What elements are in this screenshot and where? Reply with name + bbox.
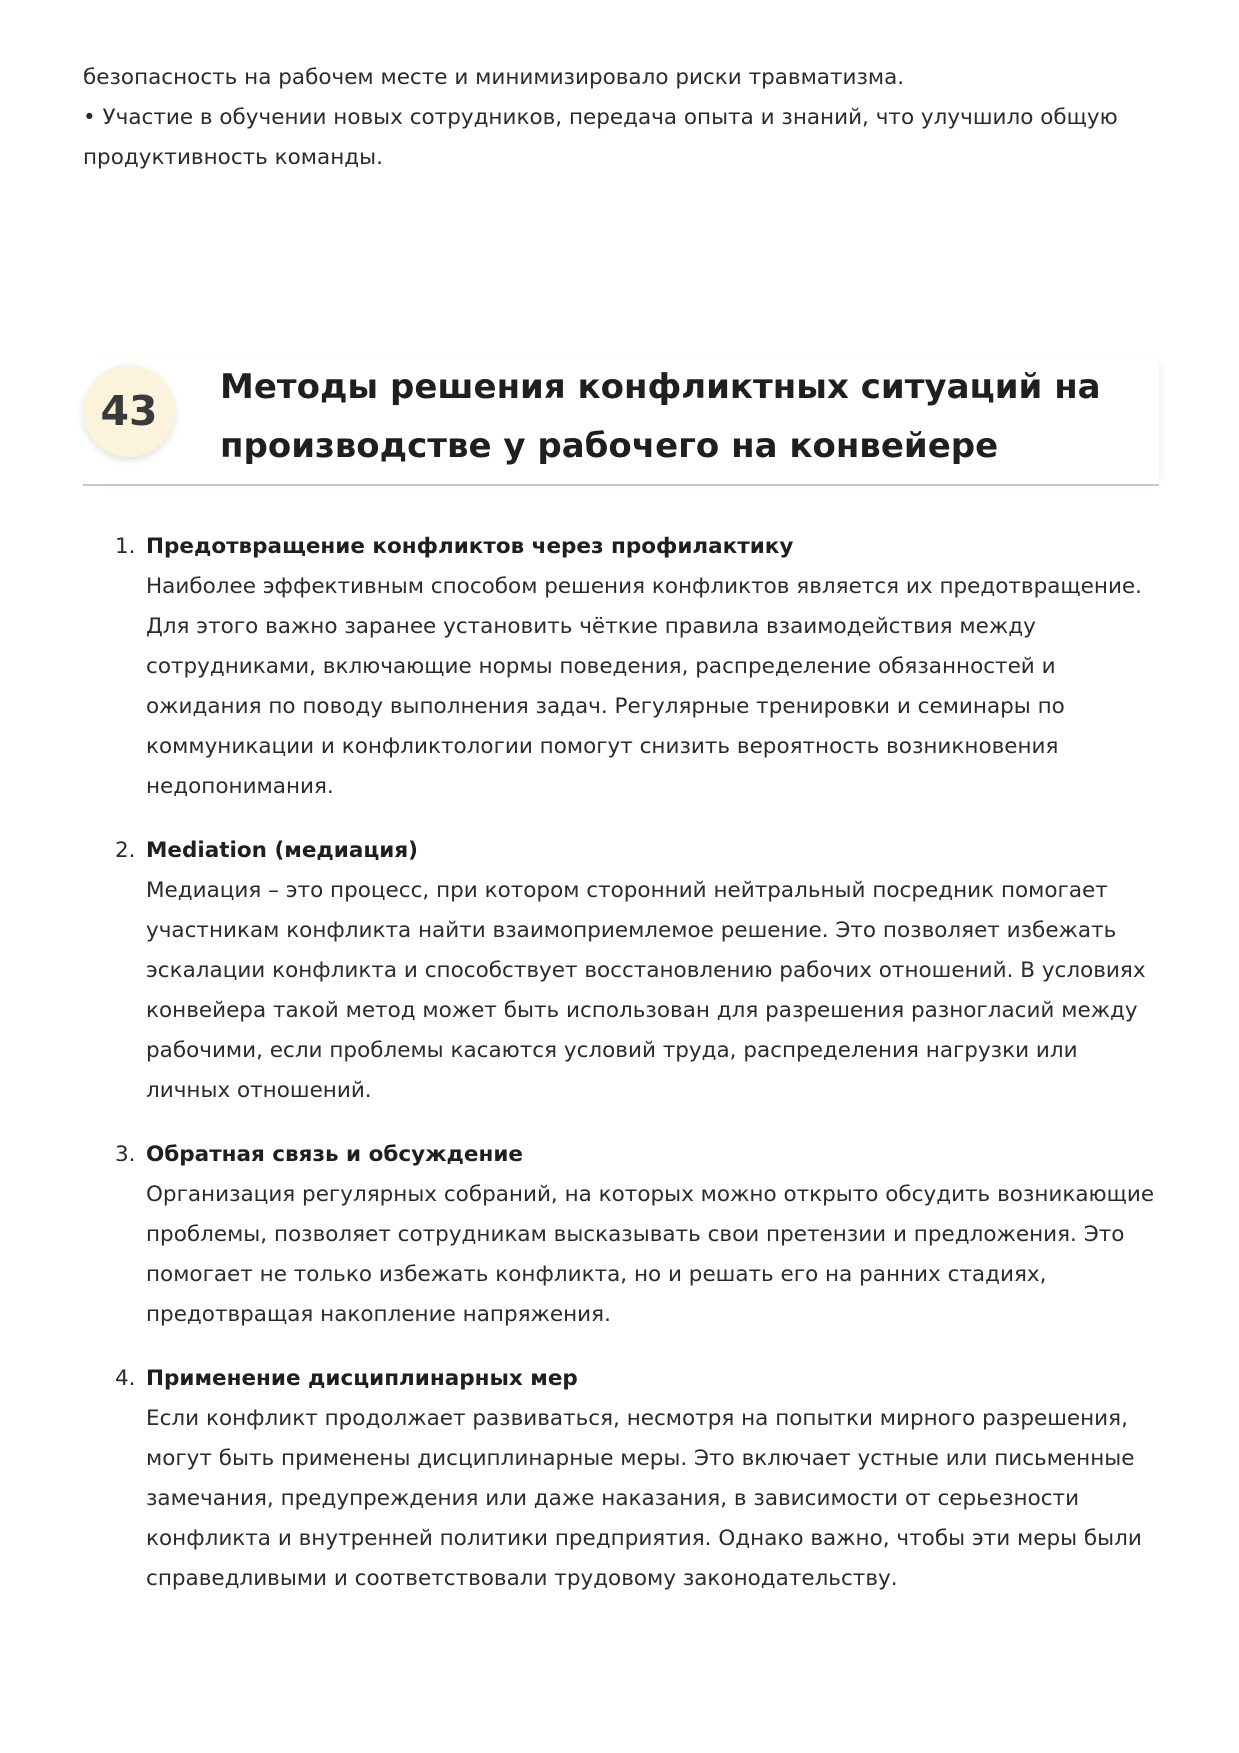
method-item: [115, 527, 1165, 807]
section-title: Методы решения конфликтных ситуаций на производстве у рабочего на конвейере: [220, 367, 1101, 466]
method-title: Предотвращение конфликтов через профилактику: [146, 534, 794, 559]
method-item: [115, 1359, 1165, 1599]
method-title: Применение дисциплинарных мер: [146, 1366, 578, 1391]
method-text: Организация регулярных собраний, на которых можно открыто обсудить возникающие проблемы, позволяет сотрудникам высказывать свои претензии и предложения. Это помогает не только избежать конфликта, но и решать его на ранних стадиях, предотвращая накопление напряжения.: [146, 1182, 1155, 1327]
method-number: 2.: [115, 838, 136, 863]
method-number: 1.: [115, 534, 136, 559]
method-item: [115, 831, 1165, 1111]
method-title: Mediation (медиация): [146, 838, 419, 863]
method-number: 3.: [115, 1142, 136, 1167]
intro-line-2: • Участие в обучении новых сотрудников, передача опыта и знаний, что улучшило общую продуктивность команды.: [83, 105, 1118, 170]
method-number: 4.: [115, 1366, 136, 1391]
section-header: [83, 358, 1159, 486]
methods-list: [115, 527, 1165, 1623]
method-text: Если конфликт продолжает развиваться, несмотря на попытки мирного разрешения, могут быть применены дисциплинарные меры. Это включает устные или письменные замечания, предупреждения или даже наказания, в зависимости от серьезности конфликта и внутренней политики предприятия. Однако важно, чтобы эти меры были справедливыми и соответствовали трудовому законодательству.: [146, 1406, 1142, 1591]
intro-text: [83, 58, 1163, 178]
chapter-number-badge: 43: [83, 365, 175, 457]
method-item: [115, 1135, 1165, 1335]
method-text: Медиация – это процесс, при котором сторонний нейтральный посредник помогает участникам конфликта найти взаимоприемлемое решение. Это позволяет избежать эскалации конфликта и способствует восстановлению рабочих отношений. В условиях конвейера такой метод может быть использован для разрешения разногласий между рабочими, если проблемы касаются условий труда, распределения нагрузки или личных отношений.: [146, 878, 1146, 1103]
intro-line-1: безопасность на рабочем месте и минимизировало риски травматизма.: [83, 65, 905, 90]
method-text: Наиболее эффективным способом решения конфликтов является их предотвращение. Для этого важно заранее установить чёткие правила взаимодействия между сотрудниками, включающие нормы поведения, распределение обязанностей и ожидания по поводу выполнения задач. Регулярные тренировки и семинары по коммуникации и конфликтологии помогут снизить вероятность возникновения недопонимания.: [146, 574, 1142, 799]
method-title: Обратная связь и обсуждение: [146, 1142, 523, 1167]
